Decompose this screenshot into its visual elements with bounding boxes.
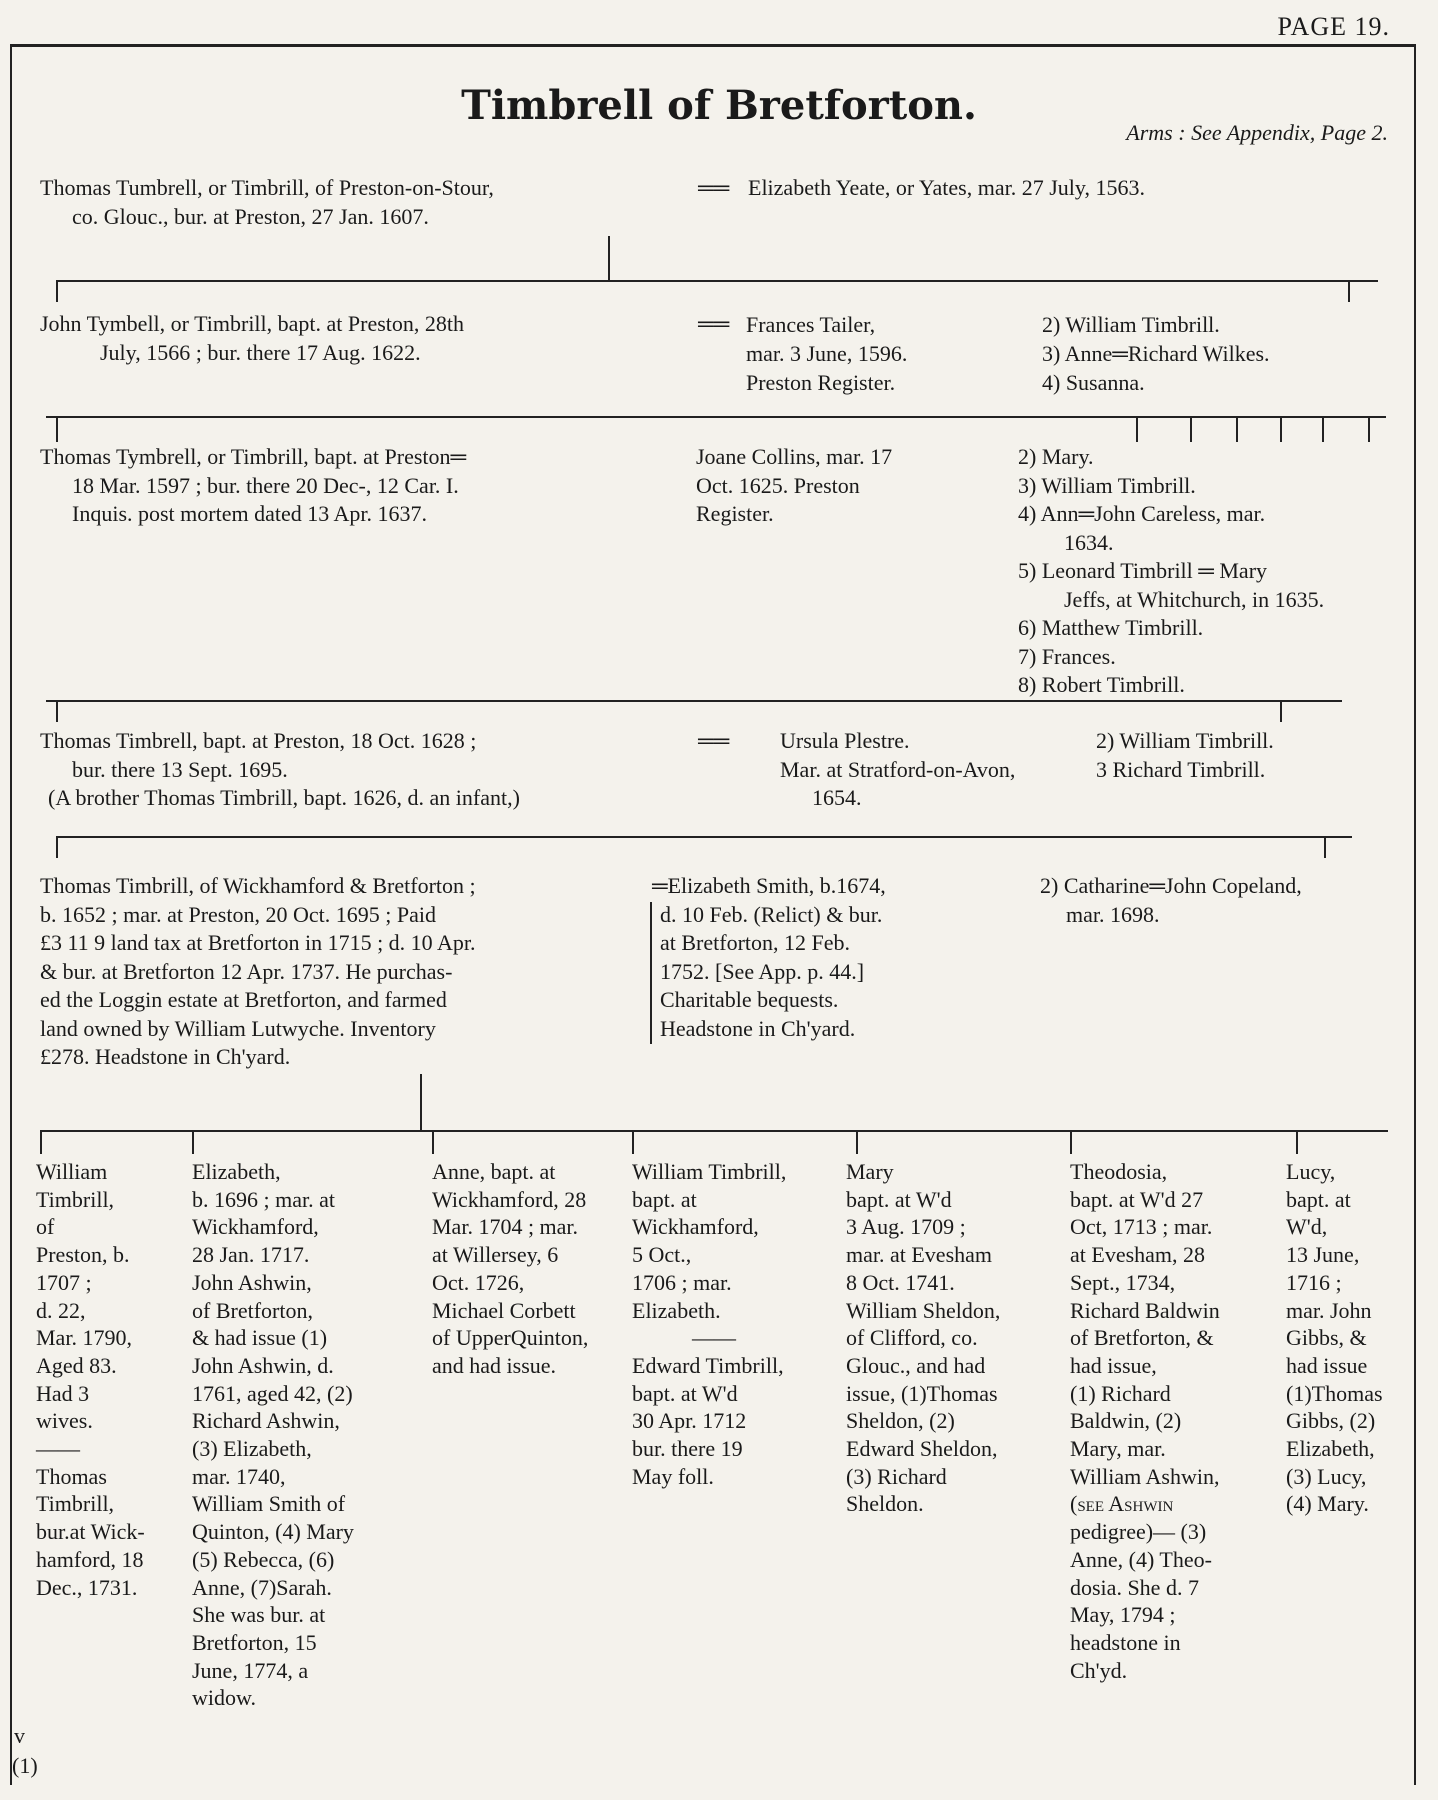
gen6-line: Richard Baldwin [1070, 1297, 1220, 1323]
gen5-descent-line [420, 1074, 422, 1130]
connector-2-drop [56, 416, 58, 442]
gen6-line: Mary, mar. [1070, 1436, 1166, 1462]
gen6-line: Quinton, (4) Mary [192, 1519, 354, 1545]
gen6-line: 3 Aug. 1709 ; [846, 1214, 966, 1240]
gen6-line: bapt. at W'd 27 [1070, 1186, 1204, 1212]
gen3-siblings [1018, 443, 1324, 700]
gen6-line: Glouc., and had [846, 1352, 986, 1378]
gen6-line: William [36, 1159, 108, 1184]
gen6-line: bapt. at W'd [846, 1186, 952, 1212]
gen4-siblings [1096, 727, 1274, 784]
gen6-line: Anne, bapt. at [432, 1159, 556, 1184]
gen6-line: Mar. 1704 ; mar. [432, 1214, 579, 1240]
gen3-sibling: 8) Robert Timbrill. [1018, 672, 1185, 697]
gen6-line: Mar. 1790, [36, 1325, 132, 1351]
gen3-spouse [696, 443, 892, 529]
gen2-line2: July, 1566 ; bur. there 17 Aug. 1622. [100, 340, 421, 365]
gen6-line: 5 Oct., [632, 1242, 692, 1268]
connector-2-drop [1368, 416, 1370, 442]
arms-label: Arms : [1126, 120, 1186, 145]
gen2-spouse-line: mar. 3 June, 1596. [746, 341, 908, 366]
gen6-line: 13 June, [1286, 1242, 1360, 1268]
gen6-line: 1707 ; [36, 1269, 92, 1295]
gen6-line: Elizabeth. [632, 1297, 721, 1323]
gen6-line: —— [692, 1325, 736, 1351]
connector-5-drop [632, 1130, 634, 1154]
gen5-siblings [1040, 872, 1302, 929]
gen3-spouse-line: Register. [696, 501, 774, 526]
gen5-spouse [652, 872, 886, 1043]
gen6-line: d. 22, [36, 1297, 86, 1323]
gen3-main [40, 443, 466, 529]
gen2-sibling: 2) William Timbrill. [1042, 312, 1220, 337]
gen6-line: Dec., 1731. [36, 1574, 138, 1600]
gen6-line: May, 1794 ; [1070, 1602, 1176, 1628]
connector-5-drop [1296, 1130, 1298, 1154]
gen1-marriage-sign: ══ [698, 175, 730, 200]
gen6-col-theodosia [1070, 1158, 1220, 1684]
gen6-line: mar. 1740, [192, 1463, 286, 1489]
gen6-line: Wickhamford, [632, 1214, 759, 1240]
gen6-line: June, 1774, a [192, 1657, 309, 1683]
gen5-main-line: Thomas Timbrill, of Wickhamford & Bretforton ; [40, 873, 476, 898]
gen6-line: Oct, 1713 ; mar. [1070, 1214, 1213, 1240]
gen4-main-line: bur. there 13 Sept. 1695. [72, 756, 288, 782]
gen3-sibling: 3) William Timbrill. [1018, 472, 1196, 498]
gen6-line: bapt. at [1286, 1186, 1351, 1212]
gen6-line: William Sheldon, [846, 1297, 1001, 1323]
gen5-spouse-line: Charitable bequests. [660, 987, 839, 1012]
connector-2-drop [1322, 416, 1324, 442]
connector-5 [40, 1130, 1388, 1132]
gen6-line: 1716 ; [1286, 1269, 1342, 1295]
gen6-line: John Ashwin, [192, 1269, 312, 1295]
gen6-line: bapt. at W'd [632, 1380, 738, 1406]
gen1-line2: co. Glouc., bur. at Preston, 27 Jan. 1607. [72, 204, 429, 229]
gen6-line: Gibbs, & [1286, 1325, 1367, 1351]
gen6-col-william-edward [632, 1158, 786, 1490]
connector-4-drop [56, 836, 58, 858]
gen6-line: widow. [192, 1685, 256, 1711]
gen4-spouse-line: 1654. [812, 785, 862, 810]
gen6-line: Thomas [36, 1463, 107, 1489]
gen6-line: Michael Corbett [432, 1297, 576, 1323]
gen2-spouse-line: Preston Register. [746, 370, 896, 395]
gen6-line: 1761, aged 42, (2) [192, 1380, 353, 1406]
gen6-line: bapt. at [632, 1186, 697, 1212]
gen6-line: Aged 83. [36, 1352, 117, 1378]
gen4-main-line: Thomas Timbrell, bapt. at Preston, 18 Oct. 1628 ; [40, 728, 477, 753]
gen1-descent-line [608, 236, 610, 280]
gen6-line: Mary [846, 1159, 894, 1184]
gen1-spouse: Elizabeth Yeate, or Yates, mar. 27 July, 1563. [748, 175, 1145, 200]
gen6-line: (4) Mary. [1286, 1491, 1369, 1517]
gen6-line: (3) Lucy, [1286, 1463, 1367, 1489]
gen6-line: Wickhamford, 28 [432, 1186, 587, 1212]
gen4-sibling: 3 Richard Timbrill. [1096, 756, 1266, 782]
gen6-line: 30 Apr. 1712 [632, 1408, 747, 1434]
gen6-line: 8 Oct. 1741. [846, 1269, 955, 1295]
gen6-line: Lucy, [1286, 1159, 1336, 1184]
gen3-sibling: Jeffs, at Whitchurch, in 1635. [1064, 586, 1325, 612]
gen5-main-line: & bur. at Bretforton 12 Apr. 1737. He purchas- [40, 958, 453, 984]
descent-arrow-icon: v [14, 1723, 25, 1748]
connector-4-drop [1324, 836, 1326, 858]
gen3-sibling: 5) Leonard Timbrill ═ Mary [1018, 558, 1268, 583]
gen6-line: of Bretforton, [192, 1297, 313, 1323]
gen6-col-william [36, 1158, 145, 1601]
gen6-line: pedigree)— (3) [1070, 1519, 1207, 1545]
gen5-main-line: b. 1652 ; mar. at Preston, 20 Oct. 1695 ; Paid [40, 901, 436, 927]
gen6-line: (3) Elizabeth, [192, 1436, 312, 1462]
gen6-line: had issue, [1070, 1352, 1157, 1378]
gen5-spouse-line: ═Elizabeth Smith, b.1674, [652, 873, 886, 898]
gen6-line: Preston, b. [36, 1242, 130, 1268]
gen6-line: Elizabeth, [192, 1159, 281, 1184]
gen6-line: Theodosia, [1070, 1159, 1168, 1184]
gen6-line: Edward Sheldon, [846, 1436, 998, 1462]
gen6-line: (1)Thomas [1286, 1380, 1383, 1406]
gen6-line: Anne, (7)Sarah. [192, 1574, 332, 1600]
gen4-marriage-sign: ══ [698, 728, 730, 753]
gen6-line: (1) Richard [1070, 1380, 1171, 1406]
gen3-main-line: 18 Mar. 1597 ; bur. there 20 Dec-, 12 Car. I. [72, 472, 459, 498]
connector-2-drop [1136, 416, 1138, 442]
gen6-col-elizabeth [192, 1158, 354, 1712]
gen6-line: 1706 ; mar. [632, 1269, 732, 1295]
connector-5-drop [40, 1130, 42, 1154]
gen2-spouse-line: Frances Tailer, [746, 312, 876, 337]
connector-4 [56, 836, 1352, 838]
gen6-line: mar. at Evesham [846, 1242, 993, 1268]
connector-1 [56, 280, 1378, 282]
gen5-sibling: mar. 1698. [1066, 901, 1160, 927]
gen5-main-line: land owned by William Lutwyche. Inventory [40, 1015, 436, 1041]
connector-5-drop [1070, 1130, 1072, 1154]
connector-5-drop [192, 1130, 194, 1154]
gen6-line: 28 Jan. 1717. [192, 1242, 310, 1268]
gen6-line: bur.at Wick- [36, 1519, 145, 1545]
gen6-line: b. 1696 ; mar. at [192, 1186, 335, 1212]
gen2-sibling: 3) Anne═Richard Wilkes. [1042, 341, 1270, 366]
gen6-line: Sheldon. [846, 1491, 924, 1517]
gen3-sibling: 7) Frances. [1018, 643, 1116, 669]
gen6-line: headstone in [1070, 1629, 1181, 1655]
gen4-spouse [780, 727, 1015, 813]
gen6-line: of Bretforton, & [1070, 1325, 1214, 1351]
gen6-line: Gibbs, (2) [1286, 1408, 1376, 1434]
gen6-line: Sheldon, (2) [846, 1408, 955, 1434]
gen2-siblings [1042, 310, 1270, 397]
gen6-line: Baldwin, (2) [1070, 1408, 1182, 1434]
gen4-main [40, 727, 520, 813]
connector-5-drop [432, 1130, 434, 1154]
gen6-line: dosia. She d. 7 [1070, 1574, 1199, 1600]
gen6-line: issue, (1)Thomas [846, 1380, 998, 1406]
gen6-line: William Smith of [192, 1491, 346, 1517]
gen2-spouse [746, 310, 907, 397]
gen3-spouse-line: Oct. 1625. Preston [696, 472, 860, 498]
gen5-main [40, 872, 476, 1072]
arms-note [1126, 120, 1388, 146]
gen6-line: at Willersey, 6 [432, 1242, 559, 1268]
gen5-spouse-line: 1752. [See App. p. 44.] [660, 958, 865, 984]
gen6-line: of [36, 1214, 55, 1240]
gen5-sibling: 2) Catharine═John Copeland, [1040, 873, 1302, 898]
gen2-sibling: 4) Susanna. [1042, 370, 1145, 395]
gen6-line: Oct. 1726, [432, 1269, 525, 1295]
gen6-line: Elizabeth, [1286, 1436, 1375, 1462]
gen6-line: had issue [1286, 1352, 1368, 1378]
gen5-main-line: £3 11 9 land tax at Bretforton in 1715 ; d. 10 Apr. [40, 930, 476, 955]
gen6-line: of Clifford, co. [846, 1325, 978, 1351]
footer-mark: (1) [12, 1753, 38, 1778]
gen3-main-line: Thomas Tymbrell, or Timbrill, bapt. at Preston═ [40, 444, 467, 469]
gen6-line: Wickhamford, [192, 1214, 319, 1240]
gen6-line: Timbrill, [36, 1186, 115, 1212]
gen6-line: & had issue (1) [192, 1325, 328, 1351]
gen5-spouse-line: Headstone in Ch'yard. [660, 1015, 856, 1041]
gen6-line: W'd, [1286, 1214, 1328, 1240]
gen6-line: May foll. [632, 1463, 714, 1489]
gen3-sibling: 2) Mary. [1018, 444, 1094, 469]
gen3-main-line: Inquis. post mortem dated 13 Apr. 1637. [72, 501, 428, 526]
gen6-line: Richard Ashwin, [192, 1408, 340, 1434]
gen6-line: Anne, (4) Theo- [1070, 1546, 1212, 1572]
gen6-col-anne [432, 1158, 588, 1380]
connector-3-drop [56, 700, 58, 722]
gen1-line1: Thomas Tumbrell, or Timbrill, of Preston-on-Stour, [40, 175, 494, 200]
gen2-line1: John Tymbell, or Timbrill, bapt. at Preston, 28th [40, 311, 465, 336]
gen6-line: Edward Timbrill, [632, 1352, 784, 1378]
connector-1-drop [56, 280, 58, 302]
page-number: PAGE 19. [1277, 12, 1390, 41]
gen5-main-line: £278. Headstone in Ch'yard. [40, 1044, 291, 1069]
connector-2-drop [1236, 416, 1238, 442]
gen6-line: mar. John [1286, 1297, 1372, 1323]
gen2-marriage-sign: ══ [698, 311, 730, 336]
gen6-line: Ch'yd. [1070, 1657, 1128, 1683]
gen6-line: John Ashwin, d. [192, 1352, 334, 1378]
gen6-line: at Evesham, 28 [1070, 1242, 1206, 1268]
connector-5-drop [856, 1130, 858, 1154]
gen6-line: (5) Rebecca, (6) [192, 1546, 335, 1572]
gen6-line: (see Ashwin [1070, 1491, 1174, 1517]
connector-2-drop [1190, 416, 1192, 442]
gen3-sibling: 4) Ann═John Careless, mar. [1018, 501, 1266, 526]
gen6-line: She was bur. at [192, 1602, 326, 1628]
gen6-line: bur. there 19 [632, 1436, 743, 1462]
connector-3 [46, 700, 1342, 702]
gen5-spouse-line: at Bretforton, 12 Feb. [660, 930, 851, 955]
gen6-line: of UpperQuinton, [432, 1325, 589, 1351]
gen6-line: William Ashwin, [1070, 1463, 1220, 1489]
gen4-sibling: 2) William Timbrill. [1096, 728, 1274, 753]
gen4-spouse-line: Ursula Plestre. [780, 728, 910, 753]
gen6-line: wives. [36, 1408, 93, 1434]
gen5-spouse-line: d. 10 Feb. (Relict) & bur. [660, 901, 883, 927]
gen4-main-line: (A brother Thomas Timbrill, bapt. 1626, d. an infant,) [48, 785, 520, 810]
gen6-line: and had issue. [432, 1352, 557, 1378]
page-title: Timbrell of Bretforton. [461, 82, 977, 129]
gen6-line: Timbrill, [36, 1491, 115, 1517]
connector-3-drop [1280, 700, 1282, 722]
gen4-spouse-line: Mar. at Stratford-on-Avon, [780, 756, 1016, 782]
gen6-col-lucy [1286, 1158, 1383, 1518]
gen6-col-mary [846, 1158, 1000, 1518]
gen3-sibling: 1634. [1064, 529, 1114, 555]
gen6-line: (3) Richard [846, 1463, 947, 1489]
gen6-line: Sept., 1734, [1070, 1269, 1176, 1295]
gen6-line: Bretforton, 15 [192, 1629, 317, 1655]
gen6-line: —— [36, 1436, 80, 1462]
gen3-sibling: 6) Matthew Timbrill. [1018, 615, 1204, 640]
gen6-line: William Timbrill, [632, 1159, 787, 1184]
gen5-main-line: ed the Loggin estate at Bretforton, and farmed [40, 987, 447, 1012]
connector-1-drop [1348, 280, 1350, 302]
connector-2 [46, 416, 1386, 418]
arms-text: See Appendix, Page 2. [1191, 120, 1388, 145]
gen6-line: Had 3 [36, 1380, 90, 1406]
connector-2-drop [1280, 416, 1282, 442]
gen6-line: hamford, 18 [36, 1546, 144, 1572]
gen3-spouse-line: Joane Collins, mar. 17 [696, 444, 893, 469]
